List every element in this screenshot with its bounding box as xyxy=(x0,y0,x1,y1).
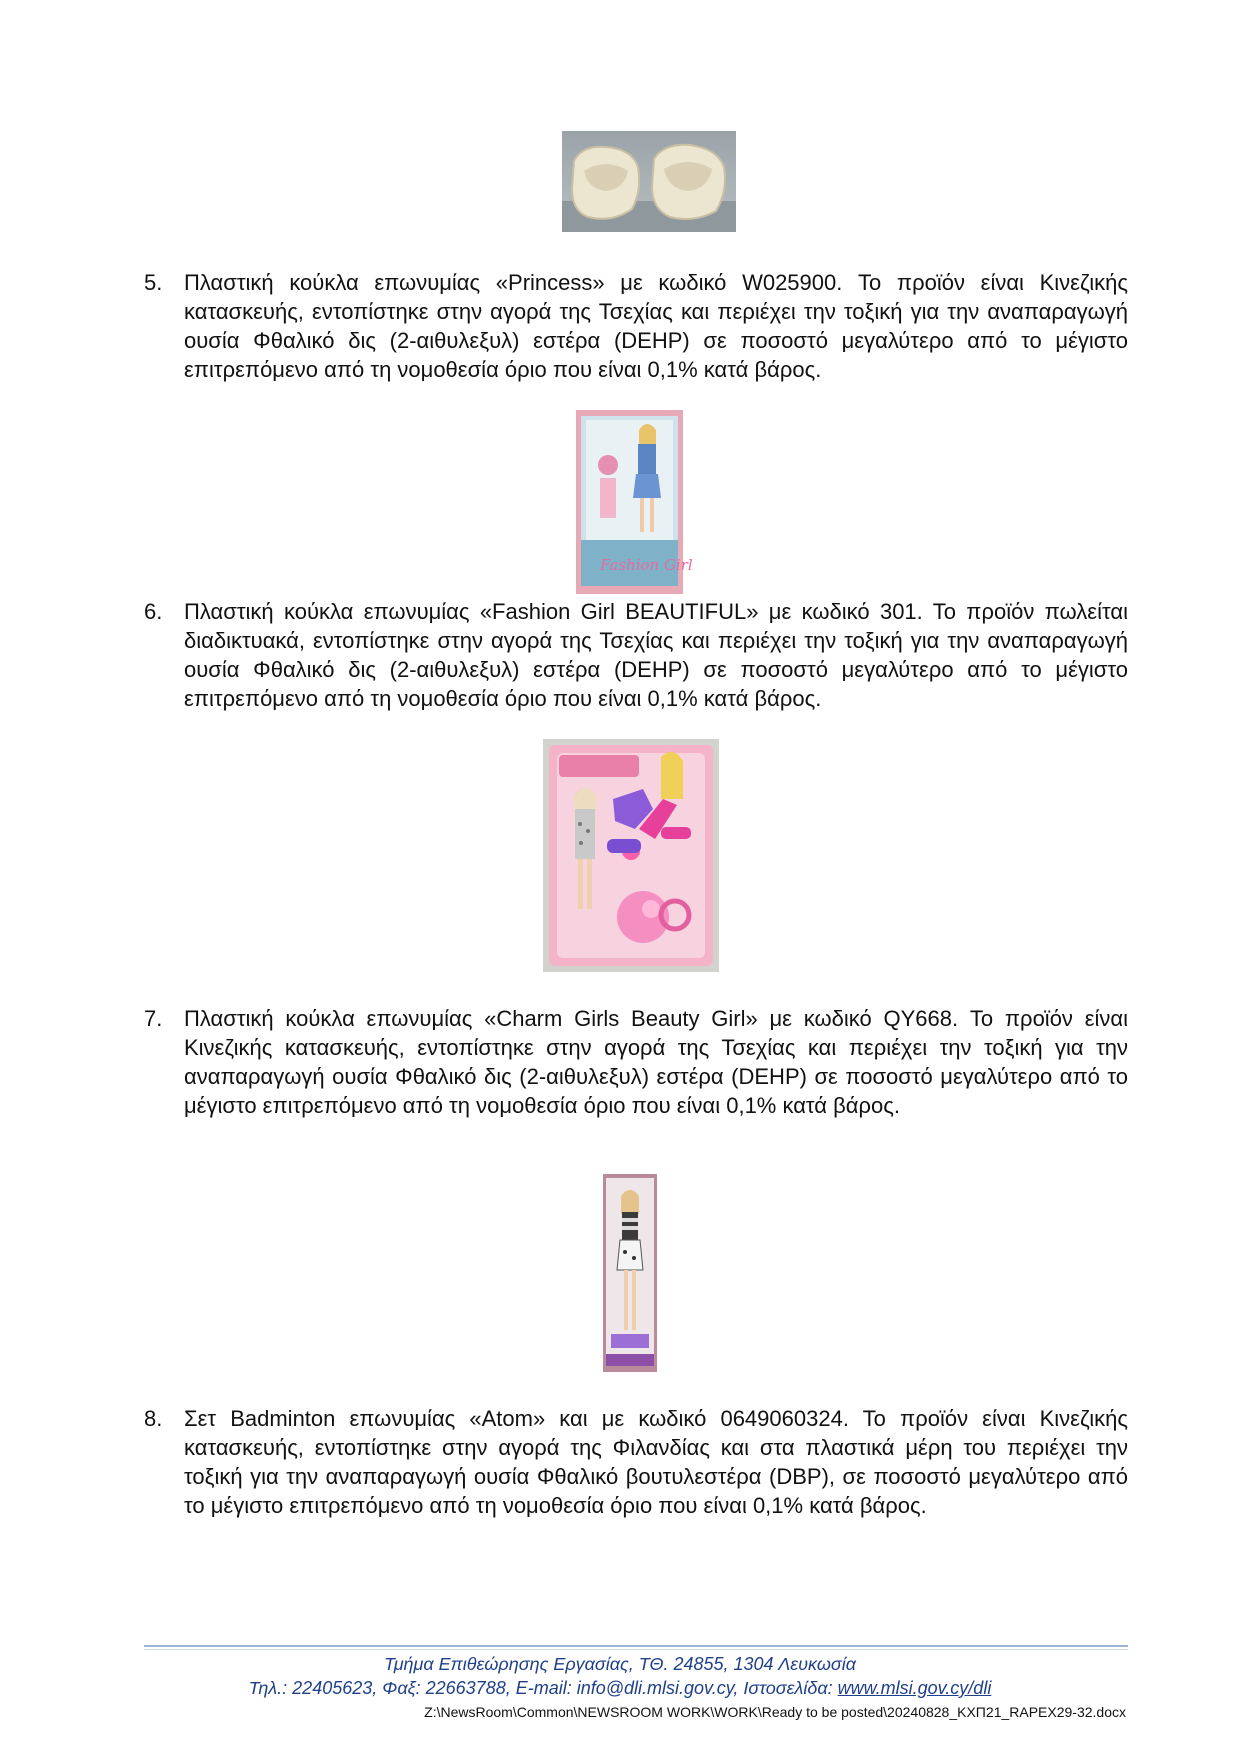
fashion-girl-logo-text: Fashion Girl xyxy=(600,556,693,574)
list-item-number: 8. xyxy=(144,1406,163,1431)
list-item-text: Σετ Badminton επωνυμίας «Atom» και με κωδικό 0649060324. Το προϊόν είναι Κινεζικής κατασκευής, εντοπίστηκε στην αγορά της Φιλανδίας και στα πλαστικά μέρη του περιέχει την τοξική για την αναπαραγωγή ουσία Φθαλικό βουτυλεστέρα (DBP), σε ποσοστό μεγαλύτερο από το μέγιστο επιτρεπόμενο από τη νομοθεσία όριο που είναι 0,1% κατά βάρος. xyxy=(184,1406,1128,1518)
product-photo-charm-girls-doll xyxy=(603,1174,657,1372)
list-item-text: Πλαστική κούκλα επωνυμίας «Princess» με κωδικό W025900. Το προϊόν είναι Κινεζικής κατασκευής, εντοπίστηκε στην αγορά της Τσεχίας και περιέχει την τοξική για την αναπαραγωγή ουσία Φθαλικό δις (2-αιθυλεξυλ) εστέρα (DEHP) σε ποσοστό μεγαλύτερο από το μέγιστο επιτρεπόμενο από τη νομοθεσία όριο που είναι 0,1% κατά βάρος. xyxy=(184,270,1128,382)
list-item-6 xyxy=(144,597,1128,713)
list-item-number: 7. xyxy=(144,1006,163,1031)
list-item-number: 6. xyxy=(144,599,163,624)
footer-contact xyxy=(0,1678,1240,1699)
list-item-5 xyxy=(144,268,1128,384)
list-item-text: Πλαστική κούκλα επωνυμίας «Charm Girls Beauty Girl» με κωδικό QY668. Το προϊόν είναι Κινεζικής κατασκευής, εντοπίστηκε στην αγορά της Τσεχίας και περιέχει την τοξική για την αναπαραγωγή ουσία Φθαλικό δις (2-αιθυλεξυλ) εστέρα (DEHP) σε ποσοστό μεγαλύτερο από το μέγιστο επιτρεπόμενο από τη νομοθεσία όριο που είναι 0,1% κατά βάρος. xyxy=(184,1006,1128,1118)
list-item-number: 5. xyxy=(144,270,163,295)
list-item-7 xyxy=(144,1004,1128,1120)
footer-address: Τμήμα Επιθεώρησης Εργασίας, ΤΘ. 24855, 1304 Λευκωσία xyxy=(384,1654,856,1674)
footer-divider xyxy=(144,1645,1128,1647)
product-photo-fashion-girl-set xyxy=(543,739,719,972)
footer-file-path: Z:\NewsRoom\Common\NEWSROOM WORK\WORK\Ready to be posted\20240828_ΚΧΠ21_RAPEX29-32.docx xyxy=(424,1704,1126,1720)
footer-contact-details: Τηλ.: 22405623, Φαξ: 22663788, E-mail: info@dli.mlsi.gov.cy, Ιστοσελίδα: xyxy=(248,1678,838,1698)
footer-website-link[interactable]: www.mlsi.gov.cy/dli xyxy=(837,1678,992,1698)
product-photo-slippers xyxy=(562,131,736,232)
list-item-8 xyxy=(144,1404,1128,1520)
list-item-text: Πλαστική κούκλα επωνυμίας «Fashion Girl BEAUTIFUL» με κωδικό 301. Το προϊόν πωλείται διαδικτυακά, εντοπίστηκε στην αγορά της Τσεχίας και περιέχει την τοξική για την αναπαραγωγή ουσία Φθαλικό δις (2-αιθυλεξυλ) εστέρα (DEHP) σε ποσοστό μεγαλύτερο από το μέγιστο επιτρεπόμενο από τη νομοθεσία όριο που είναι 0,1% κατά βάρος. xyxy=(184,599,1128,711)
product-photo-princess-doll xyxy=(576,410,693,594)
footer-divider-secondary xyxy=(144,1649,1128,1650)
